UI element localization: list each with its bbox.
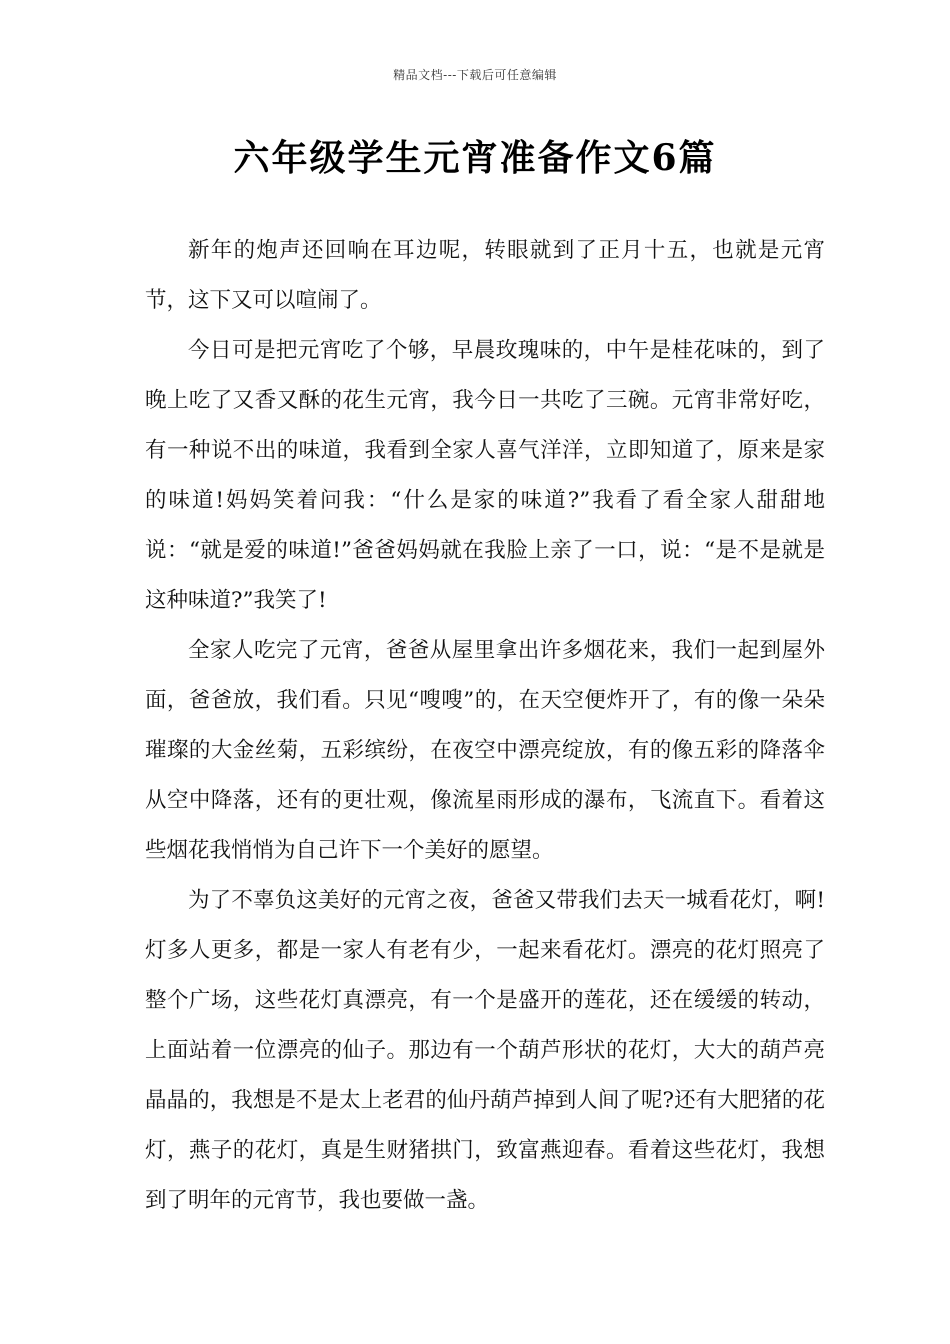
document-body <box>145 226 825 1226</box>
document-title: 六年级学生元宵准备作文6篇 <box>233 137 717 179</box>
paragraph: 今日可是把元宵吃了个够，早晨玫瑰味的，中午是桂花味的，到了晚上吃了又香又酥的花生元宵，我今日一共吃了三碗。元宵非常好吃，有一种说不出的味道，我看到全家人喜气洋洋，立即知道了，原来是家的味道!妈妈笑着问我：“什么是家的味道?”我看了看全家人甜甜地说：“就是爱的味道!”爸爸妈妈就在我脸上亲了一口，说：“是不是就是这种味道?”我笑了! <box>145 338 825 613</box>
paragraph: 为了不辜负这美好的元宵之夜，爸爸又带我们去天一城看花灯，啊!灯多人更多，都是一家人有老有少，一起来看花灯。漂亮的花灯照亮了整个广场，这些花灯真漂亮，有一个是盛开的莲花，还在缓缓的转动，上面站着一位漂亮的仙子。那边有一个葫芦形状的花灯，大大的葫芦亮晶晶的，我想是不是太上老君的仙丹葫芦掉到人间了呢?还有大肥猪的花灯，燕子的花灯，真是生财猪拱门，致富燕迎春。看着这些花灯，我想到了明年的元宵节，我也要做一盏。 <box>145 888 825 1213</box>
header-watermark: 精品文档---下载后可任意编辑 <box>393 68 557 82</box>
paragraph: 新年的炮声还回响在耳边呢，转眼就到了正月十五，也就是元宵节，这下又可以喧闹了。 <box>145 238 825 313</box>
paragraph: 全家人吃完了元宵，爸爸从屋里拿出许多烟花来，我们一起到屋外面，爸爸放，我们看。只见“嗖嗖”的，在天空便炸开了，有的像一朵朵璀璨的大金丝菊，五彩缤纷，在夜空中漂亮绽放，有的像五彩的降落伞从空中降落，还有的更壮观，像流星雨形成的瀑布，飞流直下。看着这些烟花我悄悄为自己许下一个美好的愿望。 <box>145 638 825 863</box>
